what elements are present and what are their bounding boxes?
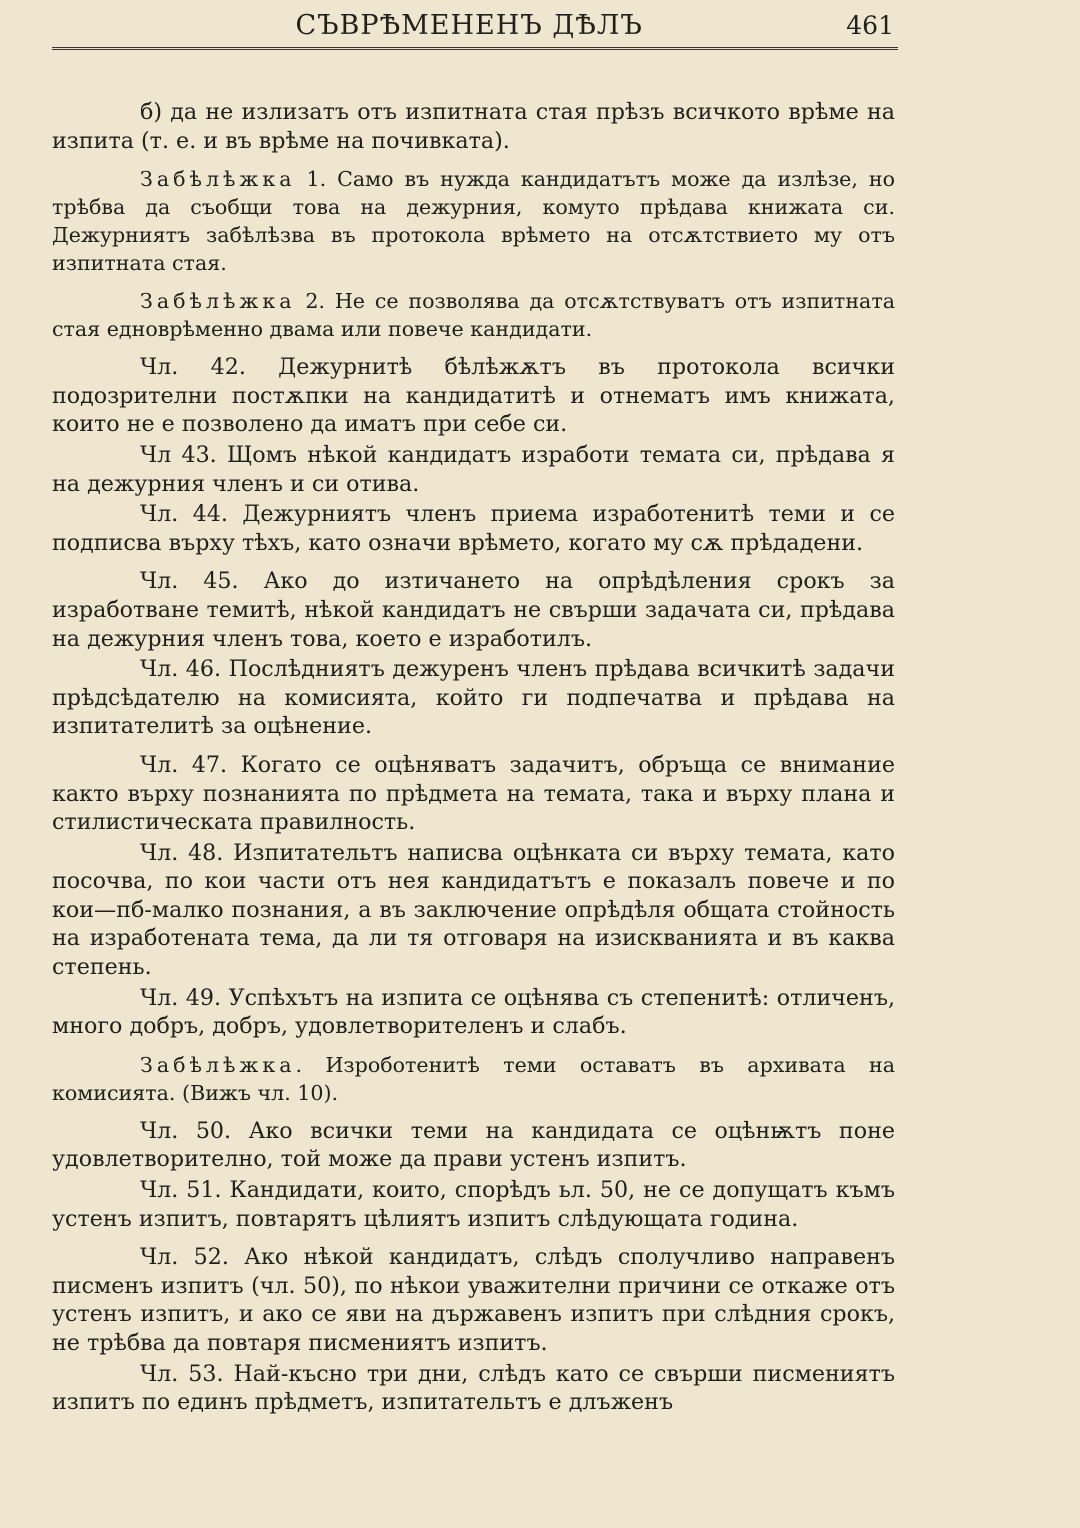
article-paragraph: Чл. 45. Ако до изтичането на опрѣдѣления срокъ за изработване темитѣ, нѣкой кандидатъ не свърши задачата си, прѣдава на дежурния членъ това, което е изработилъ.: [52, 568, 895, 652]
article-paragraph: Чл. 42. Дежурнитѣ бѣлѣжѫтъ въ протокола всички подозрителни постѫпки на кандидатитѣ и отнематъ имъ книжата, които не е позволено да иматъ при себе си.: [52, 354, 895, 438]
note-paragraph: Забѣлѣжка 2. Не се позволява да отсѫтствуватъ отъ изпитната стая едноврѣменно двама или повече кандидати.: [52, 289, 895, 342]
article-paragraph: Чл. 52. Ако нѣкой кандидатъ, слѣдъ сполучливо направенъ писменъ изпитъ (чл. 50), по нѣкои уважителни причини се откаже отъ устенъ изпитъ, и ако се яви на държавенъ изпитъ при слѣдния срокъ, не трѣбва да повтаря писмениятъ изпитъ.: [52, 1244, 895, 1356]
running-head: [52, 10, 898, 50]
paragraph: б) да не излизатъ отъ изпитната стая прѣзъ всичкото врѣме на изпита (т. е. и въ врѣме на почивката).: [52, 99, 895, 154]
page-number: 461: [846, 11, 894, 40]
note-label: Забѣлѣжка: [140, 1052, 296, 1077]
note-label: Забѣлѣжка: [140, 289, 296, 314]
article-paragraph: Чл. 46. Послѣдниятъ дежуренъ членъ прѣдава всичкитѣ задачи прѣдсѣдателю на комисията, който ги подпечатва и прѣдава на изпитателитѣ за оцѣнение.: [52, 656, 895, 740]
running-head-title: СЪВРѢМЕНЕНЪ ДѢЛЪ: [295, 10, 643, 41]
note-paragraph: Забѣлѣжка 1. Само въ нужда кандидатътъ може да излѣзе, но трѣбва да съобщи това на дежурния, комуто прѣдава книжата си. Дежурниятъ забѣлѣзва въ протокола врѣмето на отсѫтствието му отъ изпитната стая.: [52, 167, 895, 276]
article-paragraph: Чл. 47. Когато се оцѣняватъ задачитъ, обръща се внимание както върху познанията по прѣдмета на темата, така и върху плана и стилистическата правилность.: [52, 751, 895, 836]
article-paragraph: Чл. 49. Успѣхътъ на изпита се оцѣнява съ степенитѣ: отличенъ, много добръ, добръ, удовлетворителенъ и слабъ.: [52, 984, 895, 1040]
article-paragraph: Чл. 44. Дежурниятъ членъ приема изработенитѣ теми и се подписва върху тѣхъ, като означи врѣмето, когато му сѫ прѣдадени.: [52, 501, 895, 556]
article-paragraph: Чл. 51. Кандидати, които, спорѣдъ ьл. 50, не се допущатъ къмъ устенъ изпитъ, повтарятъ цѣлиятъ изпитъ слѣдующата година.: [52, 1177, 895, 1232]
article-paragraph: Чл. 50. Ако всички теми на кандидата се оцѣнѭтъ поне удовлетворително, той може да прави устенъ изпитъ.: [52, 1117, 895, 1173]
note-paragraph: Забѣлѣжка. Изроботенитѣ теми оставатъ въ архивата на комисията. (Вижъ чл. 10).: [52, 1052, 895, 1105]
page-body: [52, 98, 895, 1417]
article-paragraph: Чл 43. Щомъ нѣкой кандидатъ изработи темата си, прѣдава я на дежурния членъ и си отива.: [52, 441, 895, 497]
note-label: Забѣлѣжка: [140, 167, 296, 192]
article-paragraph: Чл. 53. Най-късно три дни, слѣдъ като се свърши писмениятъ изпитъ по единъ прѣдметъ, изпитательтъ е длъженъ: [52, 1360, 895, 1416]
article-paragraph: Чл. 48. Изпитательтъ написва оцѣнката си върху темата, като посочва, по кои части отъ нея кандидатътъ е показалъ повече и по кои—пб-малко познания, а въ заключение опрѣдѣля общата стойность на изработената тема, да ли тя отговаря на изискванията и въ каква степень.: [52, 839, 895, 981]
